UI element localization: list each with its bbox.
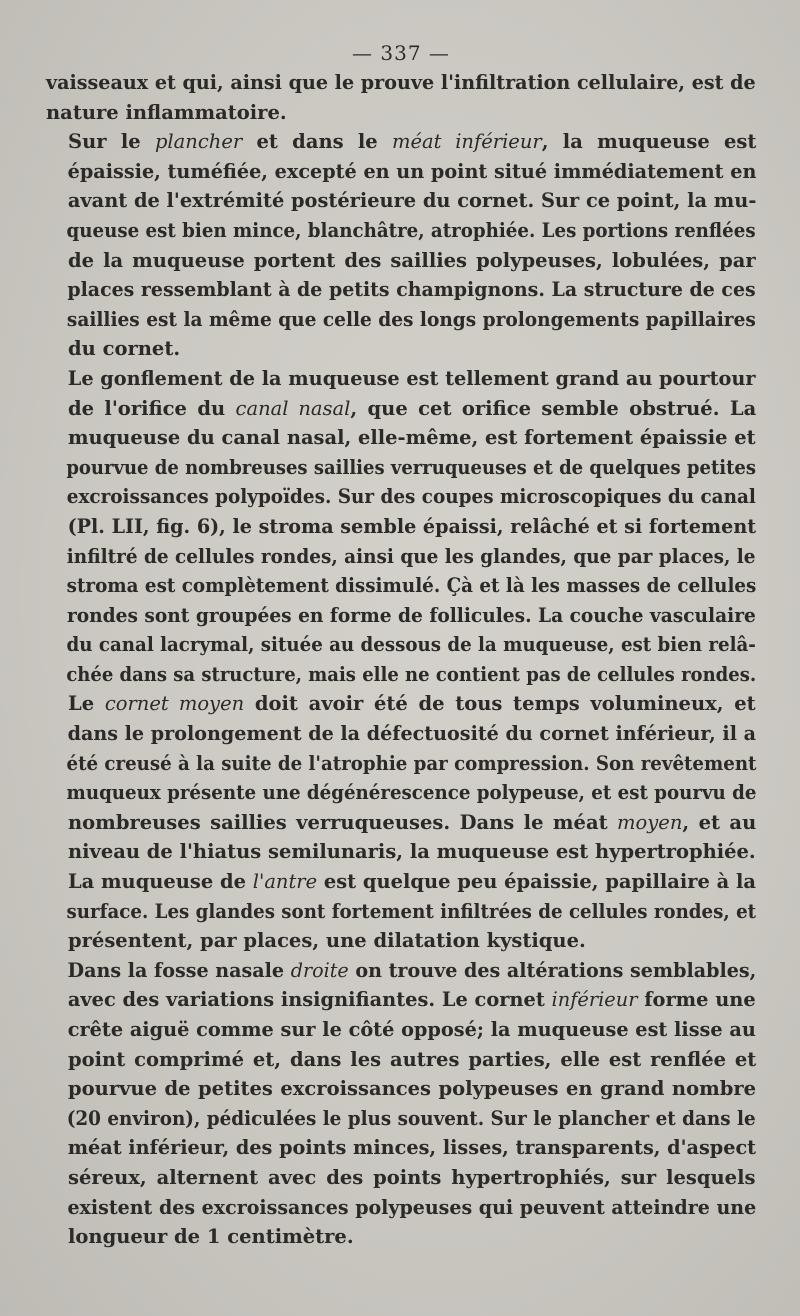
text-line: [46, 423, 754, 453]
text-line: [46, 275, 756, 305]
text-run: pourvue de petites excroissances polypeuses en grand nombre: [68, 1077, 757, 1101]
text-line: [46, 956, 757, 986]
text-run: épaissie, tuméfiée, excepté en un point situé immédiatement en: [67, 159, 757, 183]
text-run: avec des variations insignifiantes. Le cornet: [67, 988, 552, 1012]
text-run: du cornet.: [68, 337, 181, 361]
text-run: muqueuse du canal nasal, elle-même, est fortement épaissie et: [67, 426, 756, 450]
text-run: places ressemblant à de petits champignons. La structure de ces: [67, 278, 756, 302]
page-number: — 337 —: [352, 41, 450, 65]
text-run: présentent, par places, une dilatation kystique.: [68, 929, 586, 953]
text-run: (Pl. LII, fig. 6), le stroma semble épaissi, relâché et si fortement: [67, 514, 757, 538]
text-line: [46, 394, 756, 424]
text-line: [46, 1074, 756, 1104]
italic-term: moyen: [617, 810, 683, 834]
text-line: [46, 1015, 756, 1045]
text-line: [46, 601, 756, 631]
text-line: [46, 1193, 757, 1223]
italic-term: méat inférieur: [392, 130, 542, 154]
text-line: [46, 482, 756, 512]
text-line: [46, 1045, 756, 1075]
text-line: [46, 867, 757, 897]
text-run: excroissances polypoïdes. Sur des coupes microscopiques du canal: [66, 485, 756, 509]
text-run: nature inflammatoire.: [46, 100, 287, 124]
italic-term: plancher: [154, 130, 243, 154]
text-run: existent des excroissances polypeuses qui peuvent atteindre une: [67, 1195, 757, 1219]
text-run: niveau de l'hiatus semilunaris, la muqueuse est hypertrophiée.: [67, 840, 756, 864]
paragraph: [46, 956, 756, 1252]
italic-term: inférieur: [551, 988, 638, 1012]
text-line: [46, 364, 756, 394]
text-run: dans le prolongement de la défectuosité du cornet inférieur, il a: [67, 722, 757, 746]
text-run: méat inférieur, des points minces, lisses, transparents, d'aspect: [67, 1136, 757, 1160]
text-line: [46, 512, 757, 542]
text-line: [46, 660, 757, 690]
text-run: est quelque peu épaissie, papillaire à la: [317, 870, 757, 894]
text-run: été creusé à la suite de l'atrophie par compression. Son revêtement: [66, 751, 757, 775]
text-line: [46, 571, 757, 601]
text-line: [46, 897, 757, 927]
text-run: avant de l'extrémité postérieure du cornet. Sur ce point, la mu-: [67, 189, 757, 213]
text-line: [46, 246, 756, 276]
italic-term: droite: [290, 958, 349, 982]
italic-term: canal nasal: [235, 396, 351, 420]
paragraph: [46, 689, 756, 867]
text-run: de la muqueuse portent des saillies polypeuses, lobulées, par: [68, 248, 756, 272]
paragraph: [46, 127, 756, 364]
italic-term: l'antre: [252, 870, 318, 894]
text-line: [46, 157, 757, 187]
italic-term: cornet moyen: [104, 692, 245, 716]
text-run: saillies est la même que celle des longs prolongements papillaires: [66, 307, 756, 331]
text-run: rondes sont groupées en forme de follicules. La couche vasculaire: [66, 603, 756, 627]
text-line: [46, 186, 757, 216]
text-line: [46, 778, 757, 808]
text-run: longueur de 1 centimètre.: [68, 1225, 354, 1249]
text-line: [46, 216, 756, 246]
body-text: [46, 68, 756, 1252]
text-run: surface. Les glandes sont fortement infiltrées de cellules rondes, et: [66, 899, 757, 923]
text-run: , la muqueuse est: [541, 130, 757, 154]
paragraph: [46, 364, 756, 690]
text-run: nombreuses saillies verruqueuses. Dans le méat: [68, 810, 618, 834]
text-line: [46, 127, 756, 157]
text-run: vaisseaux et qui, ainsi que le prouve l'infiltration cellulaire, est de: [46, 71, 756, 94]
text-line: [46, 985, 756, 1015]
text-run: muqueux présente une dégénérescence polypeuse, et est pourvu de: [66, 781, 757, 805]
text-line: [46, 334, 756, 364]
text-run: queuse est bien mince, blanchâtre, atrophiée. Les portions renflées: [66, 218, 756, 242]
text-line: [46, 719, 757, 749]
text-run: Le gonflement de la muqueuse est tellement grand au pourtour: [67, 366, 756, 390]
text-run: (20 environ), pédiculées le plus souvent. Sur le plancher et dans le: [66, 1106, 756, 1130]
text-run: du canal lacrymal, située au dessous de la muqueuse, est bien relâ-: [66, 633, 756, 657]
text-run: stroma est complètement dissimulé. Çà et là les masses de cellules: [66, 574, 757, 598]
text-line: [46, 1222, 756, 1252]
text-run: crête aiguë comme sur le côté opposé; la muqueuse est lisse au: [67, 1018, 756, 1041]
text-line: [46, 1104, 756, 1134]
text-run: infiltré de cellules rondes, ainsi que les glandes, que par places, le: [66, 544, 756, 568]
text-run: doit avoir été de tous temps volumineux, et: [244, 692, 756, 716]
text-run: forme une: [637, 988, 756, 1012]
text-line: [46, 926, 756, 956]
text-line: [46, 98, 756, 128]
text-run: et dans le: [242, 130, 392, 154]
text-line: [46, 749, 757, 779]
text-run: Dans la fosse nasale: [67, 958, 291, 982]
text-line: [46, 1163, 756, 1193]
text-line: [46, 837, 755, 867]
text-run: pourvue de nombreuses saillies verruqueuses et de quelques petites: [66, 455, 757, 479]
paragraph: [46, 867, 756, 956]
text-line: [46, 68, 756, 98]
text-run: chée dans sa structure, mais elle ne contient pas de cellules rondes.: [66, 662, 757, 686]
text-line: [46, 453, 757, 483]
paragraph: [46, 68, 756, 127]
text-run: Le: [68, 692, 105, 716]
text-line: [46, 808, 756, 838]
text-run: Sur le: [68, 130, 155, 154]
text-run: , et au: [682, 810, 757, 834]
text-run: point comprimé et, dans les autres parties, elle est renflée et: [68, 1047, 757, 1071]
text-line: [46, 1133, 757, 1163]
text-line: [46, 689, 756, 719]
text-run: La muqueuse de: [67, 870, 253, 894]
text-run: , que cet orifice semble obstrué. La: [350, 396, 757, 420]
text-line: [46, 630, 756, 660]
text-run: séreux, alternent avec des points hypertrophiés, sur lesquels: [68, 1165, 756, 1189]
text-run: de l'orifice du: [68, 396, 236, 420]
text-line: [46, 305, 756, 335]
text-line: [46, 542, 756, 572]
text-run: on trouve des altérations semblables,: [348, 958, 757, 982]
